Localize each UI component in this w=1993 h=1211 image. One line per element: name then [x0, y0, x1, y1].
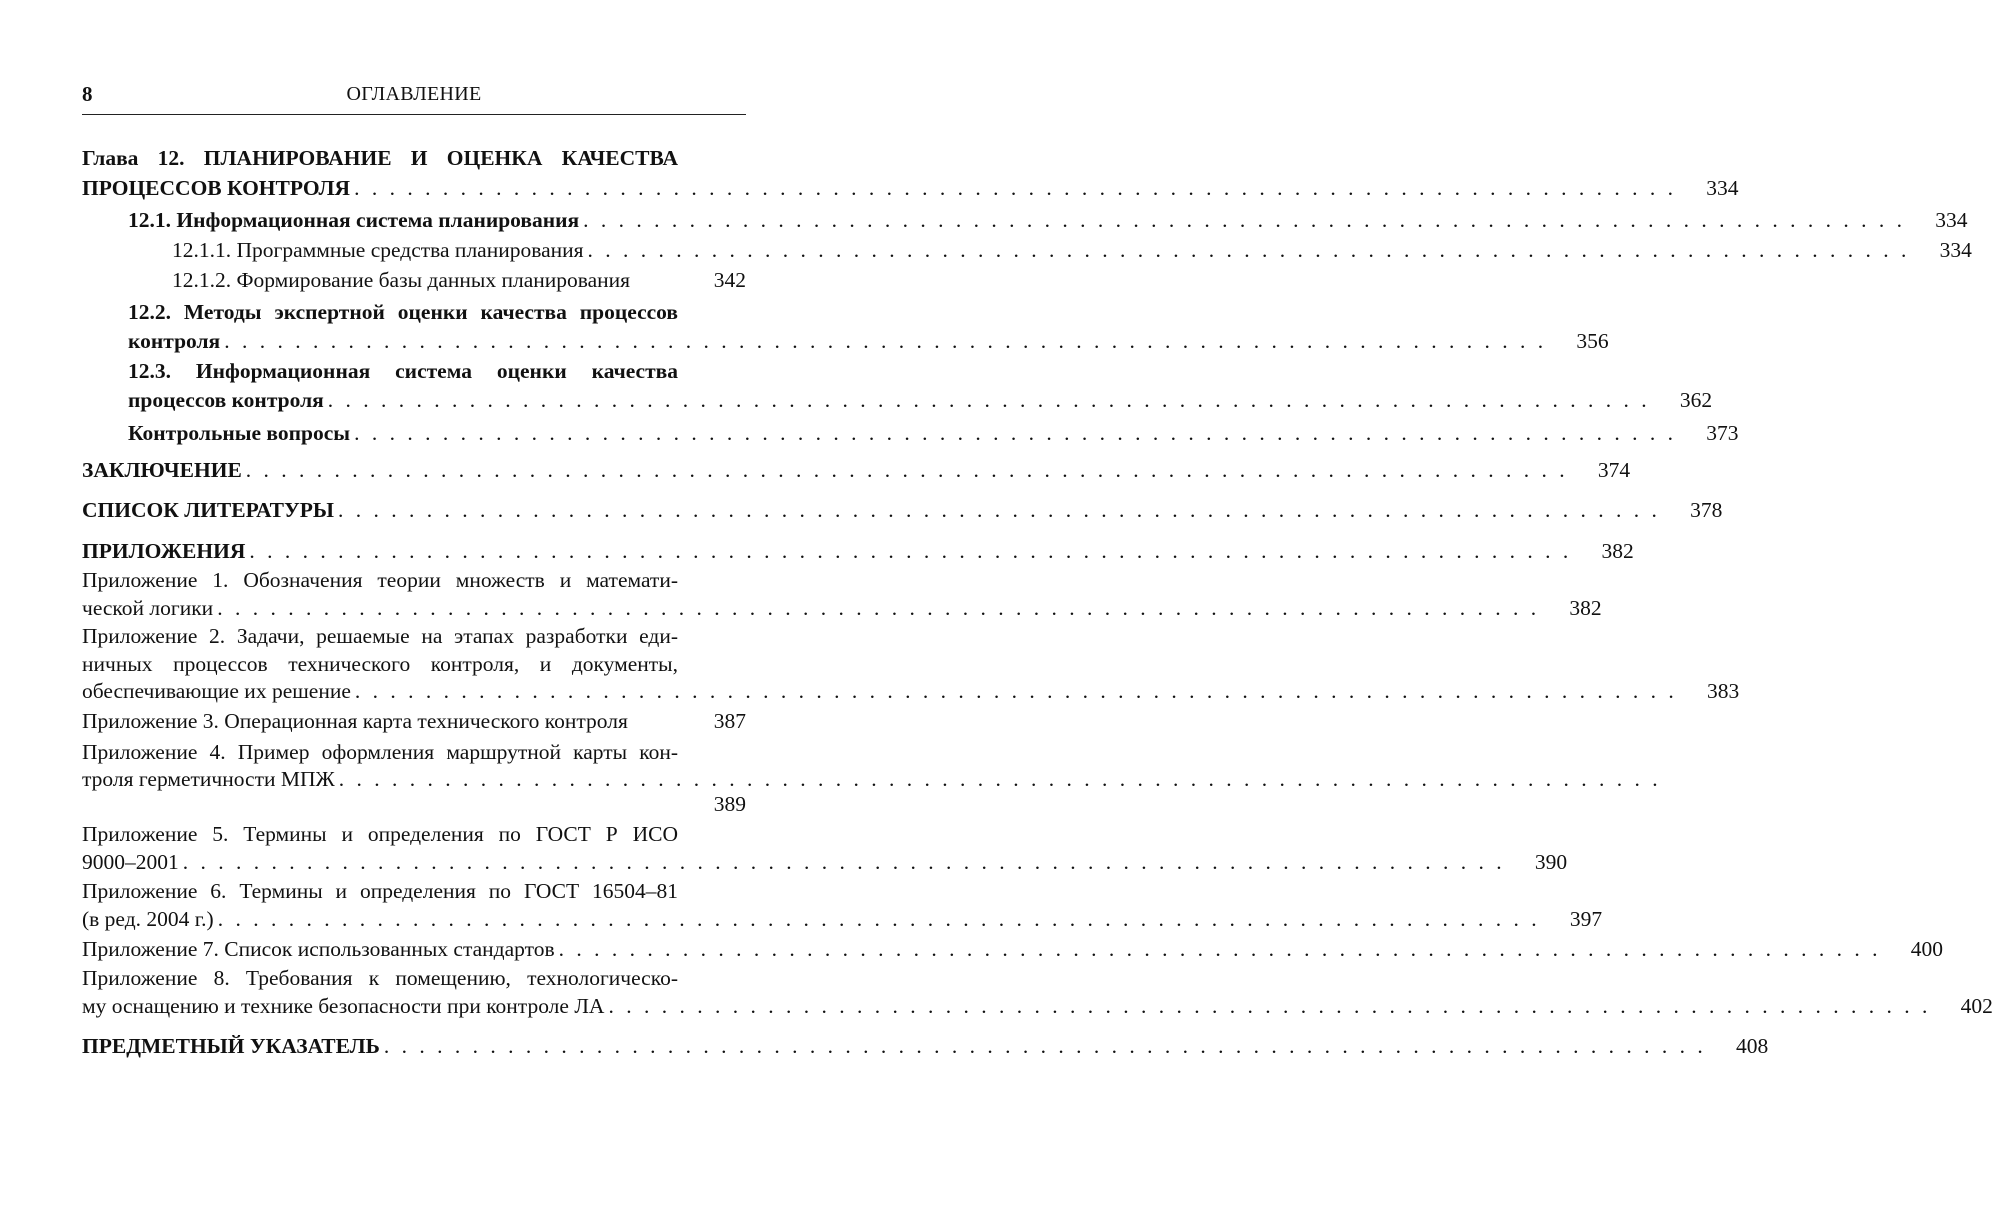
toc-appendix-5-title: Приложение 5. Термины и определения по ГОСТ Р ИСО [82, 822, 678, 846]
toc-appendix-6-title: Приложение 6. Термины и определения по ГОСТ 16504–81 [82, 879, 678, 903]
toc-appendix-2: обеспечивающие их решение . . . . . . . . . . . . . . . . . . . . . . . . . . . . . . . . . . . . . . . . . . . . . . . . . . . . . . . . . . . . . . . . . . . . . . . . . . . 383 [82, 676, 746, 706]
toc-page: 382 [1569, 596, 1602, 620]
leader-dots: . . . . . . . . . . . . . . . . . . . . . . . . . . . . . . . . . . . . . . . . . . . . . . . . . . . . . . . . . . . . . . . . . . . . . . . . . . . [354, 176, 1677, 200]
running-header [82, 82, 746, 115]
toc-appendix-5: 9000–2001 . . . . . . . . . . . . . . . . . . . . . . . . . . . . . . . . . . . . . . . . . . . . . . . . . . . . . . . . . . . . . . . . . . . . . . . . . . . 390 [82, 847, 746, 877]
toc-appendix-4-title: Приложение 4. Пример оформления маршрутной карты кон- [82, 740, 678, 764]
toc-page: 383 [1707, 679, 1740, 703]
toc-appendix-2-title-cont: ничных процессов технического контроля, и документы, [82, 652, 678, 676]
toc-conclusion: ЗАКЛЮЧЕНИЕ . . . . . . . . . . . . . . . . . . . . . . . . . . . . . . . . . . . . . . . . . . . . . . . . . . . . . . . . . . . . . . . . . . . . . . . . . . . 374 [82, 455, 746, 485]
toc-appendices: ПРИЛОЖЕНИЯ . . . . . . . . . . . . . . . . . . . . . . . . . . . . . . . . . . . . . . . . . . . . . . . . . . . . . . . . . . . . . . . . . . . . . . . . . . . 382 [82, 536, 746, 566]
toc-page: 389 [713, 792, 746, 816]
leader-dots: . . . . . . . . . . . . . . . . . . . . . . . . . . . . . . . . . . . . . . . . . . . . . . . . . . . . . . . . . . . . . . . . . . . . . . . . . . . [338, 498, 1661, 522]
toc-page: 378 [1690, 498, 1723, 522]
toc-appendix-3: Приложение 3. Операционная карта технического контроля 387 [82, 706, 746, 736]
page-number: 8 [82, 82, 93, 106]
toc-page: 400 [1910, 937, 1943, 961]
toc-page: 387 [713, 709, 746, 733]
leader-dots: . . . . . . . . . . . . . . . . . . . . . . . . . . . . . . . . . . . . . . . . . . . . . . . . . . . . . . . . . . . . . . . . . . . . . . . . . . . [327, 388, 1651, 412]
leader-dots: . . . . . . . . . . . . . . . . . . . . . . . . . . . . . . . . . . . . . . . . . . . . . . . . . . . . . . . . . . . . . . . . . . . . . . . . . . . [249, 539, 1572, 563]
leader-dots: . . . . . . . . . . . . . . . . . . . . . . . . . . . . . . . . . . . . . . . . . . . . . . . . . . . . . . . . . . . . . . . . . . . . . . . . . . . [338, 767, 1662, 791]
toc-page: 382 [1601, 539, 1634, 563]
leader-dots: . . . . . . . . . . . . . . . . . . . . . . . . . . . . . . . . . . . . . . . . . . . . . . . . . . . . . . . . . . . . . . . . . . . . . . . . . . . [587, 238, 1910, 262]
toc-questions: Контрольные вопросы . . . . . . . . . . . . . . . . . . . . . . . . . . . . . . . . . . . . . . . . . . . . . . . . . . . . . . . . . . . . . . . . . . . . . . . . . . . 373 [128, 418, 746, 448]
leader-dots: . . . . . . . . . . . . . . . . . . . . . . . . . . . . . . . . . . . . . . . . . . . . . . . . . . . . . . . . . . . . . . . . . . . . . . . . . . . [583, 208, 1906, 232]
toc-page: 334 [1939, 238, 1972, 262]
toc-page: 356 [1576, 329, 1609, 353]
leader-dots: . . . . . . . . . . . . . . . . . . . . . . . . . . . . . . . . . . . . . . . . . . . . . . . . . . . . . . . . . . . . . . . . . . . . . . . . . . . [558, 937, 1881, 961]
toc-page: 408 [1736, 1034, 1769, 1058]
toc-chapter-12-title: Глава 12. ПЛАНИРОВАНИЕ И ОЦЕНКА КАЧЕСТВА [82, 146, 678, 170]
toc-page: 342 [713, 268, 746, 292]
toc-section-12-1: 12.1. Информационная система планирования . . . . . . . . . . . . . . . . . . . . . . . . . . . . . . . . . . . . . . . . . . . . . . . . . . . . . . . . . . . . . . . . . . . . . . . . . . . 334 [128, 205, 746, 235]
toc-references: СПИСОК ЛИТЕРАТУРЫ . . . . . . . . . . . . . . . . . . . . . . . . . . . . . . . . . . . . . . . . . . . . . . . . . . . . . . . . . . . . . . . . . . . . . . . . . . . 378 [82, 495, 746, 525]
toc-section-12-3-title: 12.3. Информационная система оценки качества [128, 359, 678, 383]
leader-dots: . . . . . . . . . . . . . . . . . . . . . . . . . . . . . . . . . . . . . . . . . . . . . . . . . . . . . . . . . . . . . . . . . . . . . . . . . . . [182, 850, 1506, 874]
toc-index: ПРЕДМЕТНЫЙ УКАЗАТЕЛЬ . . . . . . . . . . . . . . . . . . . . . . . . . . . . . . . . . . . . . . . . . . . . . . . . . . . . . . . . . . . . . . . . . . . . . . . . . . . 408 [82, 1031, 746, 1061]
leader-dots: . . . . . . . . . . . . . . . . . . . . . . . . . . . . . . . . . . . . . . . . . . . . . . . . . . . . . . . . . . . . . . . . . . . . . . . . . . . [608, 994, 1931, 1018]
leader-dots: . . . . . . . . . . . . . . . . . . . . . . . . . . . . . . . . . . . . . . . . . . . . . . . . . . . . . . . . . . . . . . . . . . . . . . . . . . . [245, 458, 1569, 482]
toc-page: 362 [1679, 388, 1713, 412]
toc-subsection-12-1-1: 12.1.1. Программные средства планирования . . . . . . . . . . . . . . . . . . . . . . . . . . . . . . . . . . . . . . . . . . . . . . . . . . . . . . . . . . . . . . . . . . . . . . . . . . . 334 [172, 235, 746, 265]
toc-appendix-1: ческой логики . . . . . . . . . . . . . . . . . . . . . . . . . . . . . . . . . . . . . . . . . . . . . . . . . . . . . . . . . . . . . . . . . . . . . . . . . . . 382 [82, 593, 746, 623]
toc-subsection-12-1-2: 12.1.2. Формирование базы данных планирования 342 [172, 265, 746, 295]
toc-page: 334 [1935, 208, 1968, 232]
toc-section-12-3: процессов контроля . . . . . . . . . . . . . . . . . . . . . . . . . . . . . . . . . . . . . . . . . . . . . . . . . . . . . . . . . . . . . . . . . . . . . . . . . . . 362 [128, 385, 746, 415]
toc-page: 390 [1534, 850, 1568, 874]
toc-appendix-7: Приложение 7. Список использованных стандартов . . . . . . . . . . . . . . . . . . . . . . . . . . . . . . . . . . . . . . . . . . . . . . . . . . . . . . . . . . . . . . . . . . . . . . . . . . . 400 [82, 934, 746, 964]
toc-page: 374 [1597, 458, 1631, 482]
toc-page: 402 [1960, 994, 1993, 1018]
toc-appendix-4: троля герметичности МПЖ . . . . . . . . . . . . . . . . . . . . . . . . . . . . . . . . . . . . . . . . . . . . . . . . . . . . . . . . . . . . . . . . . . . . . . . . . . . [82, 764, 746, 794]
toc-section-12-2: контроля . . . . . . . . . . . . . . . . . . . . . . . . . . . . . . . . . . . . . . . . . . . . . . . . . . . . . . . . . . . . . . . . . . . . . . . . . . . 356 [128, 326, 746, 356]
page-title: ОГЛАВЛЕНИЕ [346, 83, 482, 105]
toc-appendix-6: (в ред. 2004 г.) . . . . . . . . . . . . . . . . . . . . . . . . . . . . . . . . . . . . . . . . . . . . . . . . . . . . . . . . . . . . . . . . . . . . . . . . . . . 397 [82, 904, 746, 934]
leader-dots: . . . . . . . . . . . . . . . . . . . . . . . . . . . . . . . . . . . . . . . . . . . . . . . . . . . . . . . . . . . . . . . . . . . . . . . . . . . [383, 1034, 1707, 1058]
toc-page: 373 [1706, 421, 1739, 445]
toc-chapter-12: ПРОЦЕССОВ КОНТРОЛЯ . . . . . . . . . . . . . . . . . . . . . . . . . . . . . . . . . . . . . . . . . . . . . . . . . . . . . . . . . . . . . . . . . . . . . . . . . . . 334 [82, 173, 746, 203]
toc-section-12-2-title: 12.2. Методы экспертной оценки качества процессов [128, 300, 678, 324]
leader-dots: . . . . . . . . . . . . . . . . . . . . . . . . . . . . . . . . . . . . . . . . . . . . . . . . . . . . . . . . . . . . . . . . . . . . . . . . . . . [217, 596, 1540, 620]
toc-page: 334 [1706, 176, 1739, 200]
leader-dots: . . . . . . . . . . . . . . . . . . . . . . . . . . . . . . . . . . . . . . . . . . . . . . . . . . . . . . . . . . . . . . . . . . . . . . . . . . . [217, 907, 1541, 931]
leader-dots: . . . . . . . . . . . . . . . . . . . . . . . . . . . . . . . . . . . . . . . . . . . . . . . . . . . . . . . . . . . . . . . . . . . . . . . . . . . [224, 329, 1547, 353]
toc-appendix-2-title: Приложение 2. Задачи, решаемые на этапах разработки еди- [82, 624, 678, 648]
leader-dots: . . . . . . . . . . . . . . . . . . . . . . . . . . . . . . . . . . . . . . . . . . . . . . . . . . . . . . . . . . . . . . . . . . . . . . . . . . . [354, 421, 1677, 445]
toc-appendix-8-title: Приложение 8. Требования к помещению, технологическо- [82, 966, 678, 990]
toc-appendix-8: му оснащению и технике безопасности при контроле ЛА . . . . . . . . . . . . . . . . . . . . . . . . . . . . . . . . . . . . . . . . . . . . . . . . . . . . . . . . . . . . . . . . . . . . . . . . . . . 402 [82, 991, 746, 1021]
leader-dots: . . . . . . . . . . . . . . . . . . . . . . . . . . . . . . . . . . . . . . . . . . . . . . . . . . . . . . . . . . . . . . . . . . . . . . . . . . . [354, 679, 1678, 703]
toc-page: 397 [1569, 907, 1603, 931]
toc-appendix-1-title: Приложение 1. Обозначения теории множеств и математи- [82, 568, 678, 592]
